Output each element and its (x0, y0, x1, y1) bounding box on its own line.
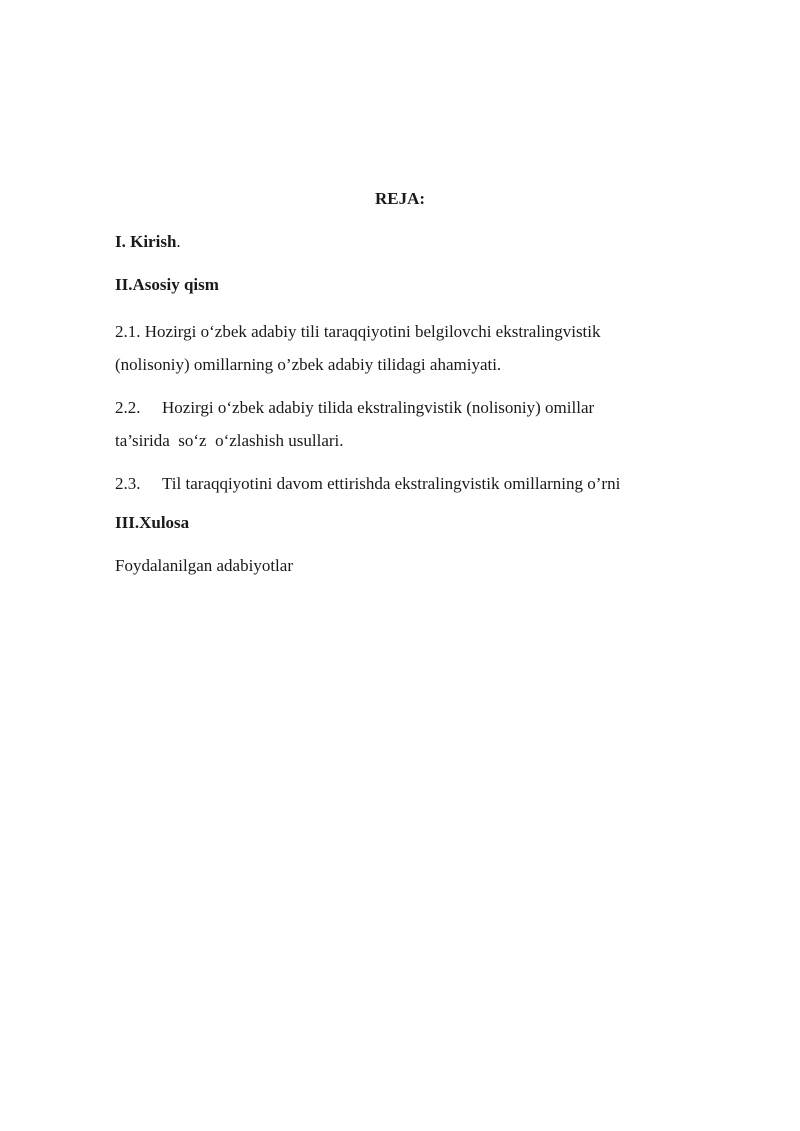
item-2-2-text-1: Hozirgi o‘zbek adabiy tilida ekstralingvistik (nolisoniy) omillar (162, 398, 595, 417)
plan-title: REJA: (374, 189, 426, 208)
section-introduction-suffix: . (176, 232, 181, 251)
section-main-part: II.Asosiy qism (115, 275, 219, 294)
item-2-2-line-1 (115, 391, 685, 424)
section-introduction (115, 229, 685, 255)
section-conclusion: III.Xulosa (115, 513, 190, 532)
item-2-2 (115, 391, 685, 457)
item-2-2-text-2: ta’sirida so‘z o‘zlashish usullari. (115, 431, 344, 450)
item-2-1 (115, 315, 685, 381)
references-heading: Foydalanilgan adabiyotlar (115, 556, 293, 575)
item-2-3 (115, 467, 685, 500)
item-2-1-text-2: (nolisoniy) omillarning o’zbek adabiy tilidagi ahamiyati. (115, 355, 502, 374)
document-content (115, 186, 685, 596)
item-2-1-line-1 (115, 315, 685, 348)
item-2-1-text-1: Hozirgi o‘zbek adabiy tili taraqqiyotini belgilovchi ekstralingvistik (144, 322, 601, 341)
item-2-1-number: 2.1. (115, 322, 141, 341)
section-introduction-label: I. Kirish (115, 232, 177, 251)
item-2-3-line-1 (115, 467, 685, 500)
item-2-3-number: 2.3. (115, 474, 141, 493)
item-2-2-number: 2.2. (115, 398, 141, 417)
item-2-3-text-1: Til taraqqiyotini davom ettirishda ekstralingvistik omillarning o’rni (162, 474, 621, 493)
